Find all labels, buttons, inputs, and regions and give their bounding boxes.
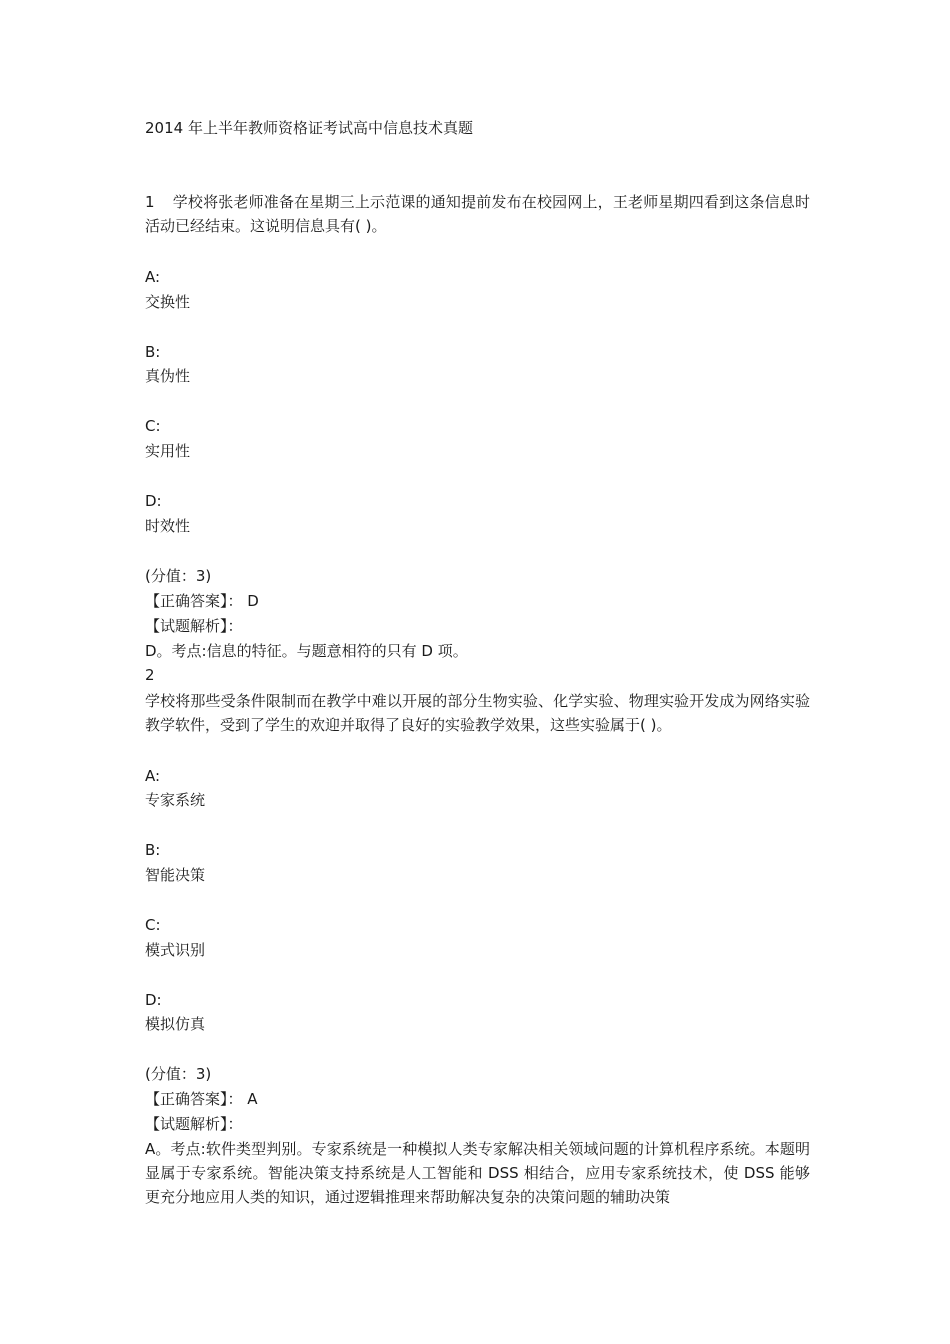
- question-2-option-c-text: 模式识别: [145, 941, 206, 959]
- question-1-option-a-label: A:: [145, 268, 161, 286]
- question-1-option-a-text: 交换性: [145, 293, 191, 311]
- question-1-option-c-label: C:: [145, 417, 161, 435]
- document-title: 2014 年上半年教师资格证考试高中信息技术真题: [145, 119, 473, 137]
- question-2-option-d-text: 模拟仿真: [145, 1015, 206, 1033]
- question-1-score: (分值：3): [145, 567, 212, 585]
- question-1-answer: 【正确答案】： D: [145, 592, 259, 610]
- question-1-option-d-text: 时效性: [145, 517, 191, 535]
- question-2-stem: 学校将那些受条件限制而在教学中难以开展的部分生物实验、化学实验、物理实验开发成为网络实验教学软件，受到了学生的欢迎并取得了良好的实验教学效果，这些实验属于( )。: [145, 692, 810, 734]
- question-2-option-b-text: 智能决策: [145, 866, 206, 884]
- question-2-option-c-label: C:: [145, 916, 161, 934]
- question-2-score: (分值：3): [145, 1065, 212, 1083]
- question-1-analysis: D。考点:信息的特征。与题意相符的只有 D 项。: [145, 642, 468, 660]
- question-2-answer: 【正确答案】： A: [145, 1090, 258, 1108]
- question-2-option-a-text: 专家系统: [145, 791, 206, 809]
- question-1-stem-text: 学校将张老师准备在星期三上示范课的通知提前发布在校园网上，王老师星期四看到这条信息时活动已经结束。这说明信息具有( )。: [145, 193, 810, 235]
- question-2-analysis-label: 【试题解析】：: [145, 1115, 243, 1133]
- question-1-option-b-label: B:: [145, 343, 161, 361]
- question-1-option-c-text: 实用性: [145, 442, 191, 460]
- question-2-option-b-label: B:: [145, 841, 161, 859]
- question-2-option-d-label: D:: [145, 991, 162, 1009]
- question-2-analysis: A。考点:软件类型判别。专家系统是一种模拟人类专家解决相关领域问题的计算机程序系统。本题明显属于专家系统。智能决策支持系统是人工智能和 DSS 相结合，应用专家系统技术，使 DSS 能够更充分地应用人类的知识，通过逻辑推理来帮助解决复杂的决策问题的辅助决策: [145, 1140, 810, 1206]
- question-2-option-a-label: A:: [145, 767, 161, 785]
- question-2-number: 2: [145, 666, 155, 684]
- question-1-analysis-label: 【试题解析】：: [145, 617, 243, 635]
- question-1-option-d-label: D:: [145, 492, 162, 510]
- question-1-option-b-text: 真伪性: [145, 367, 191, 385]
- question-1-stem: [145, 190, 810, 238]
- question-1-number: 1: [145, 193, 155, 211]
